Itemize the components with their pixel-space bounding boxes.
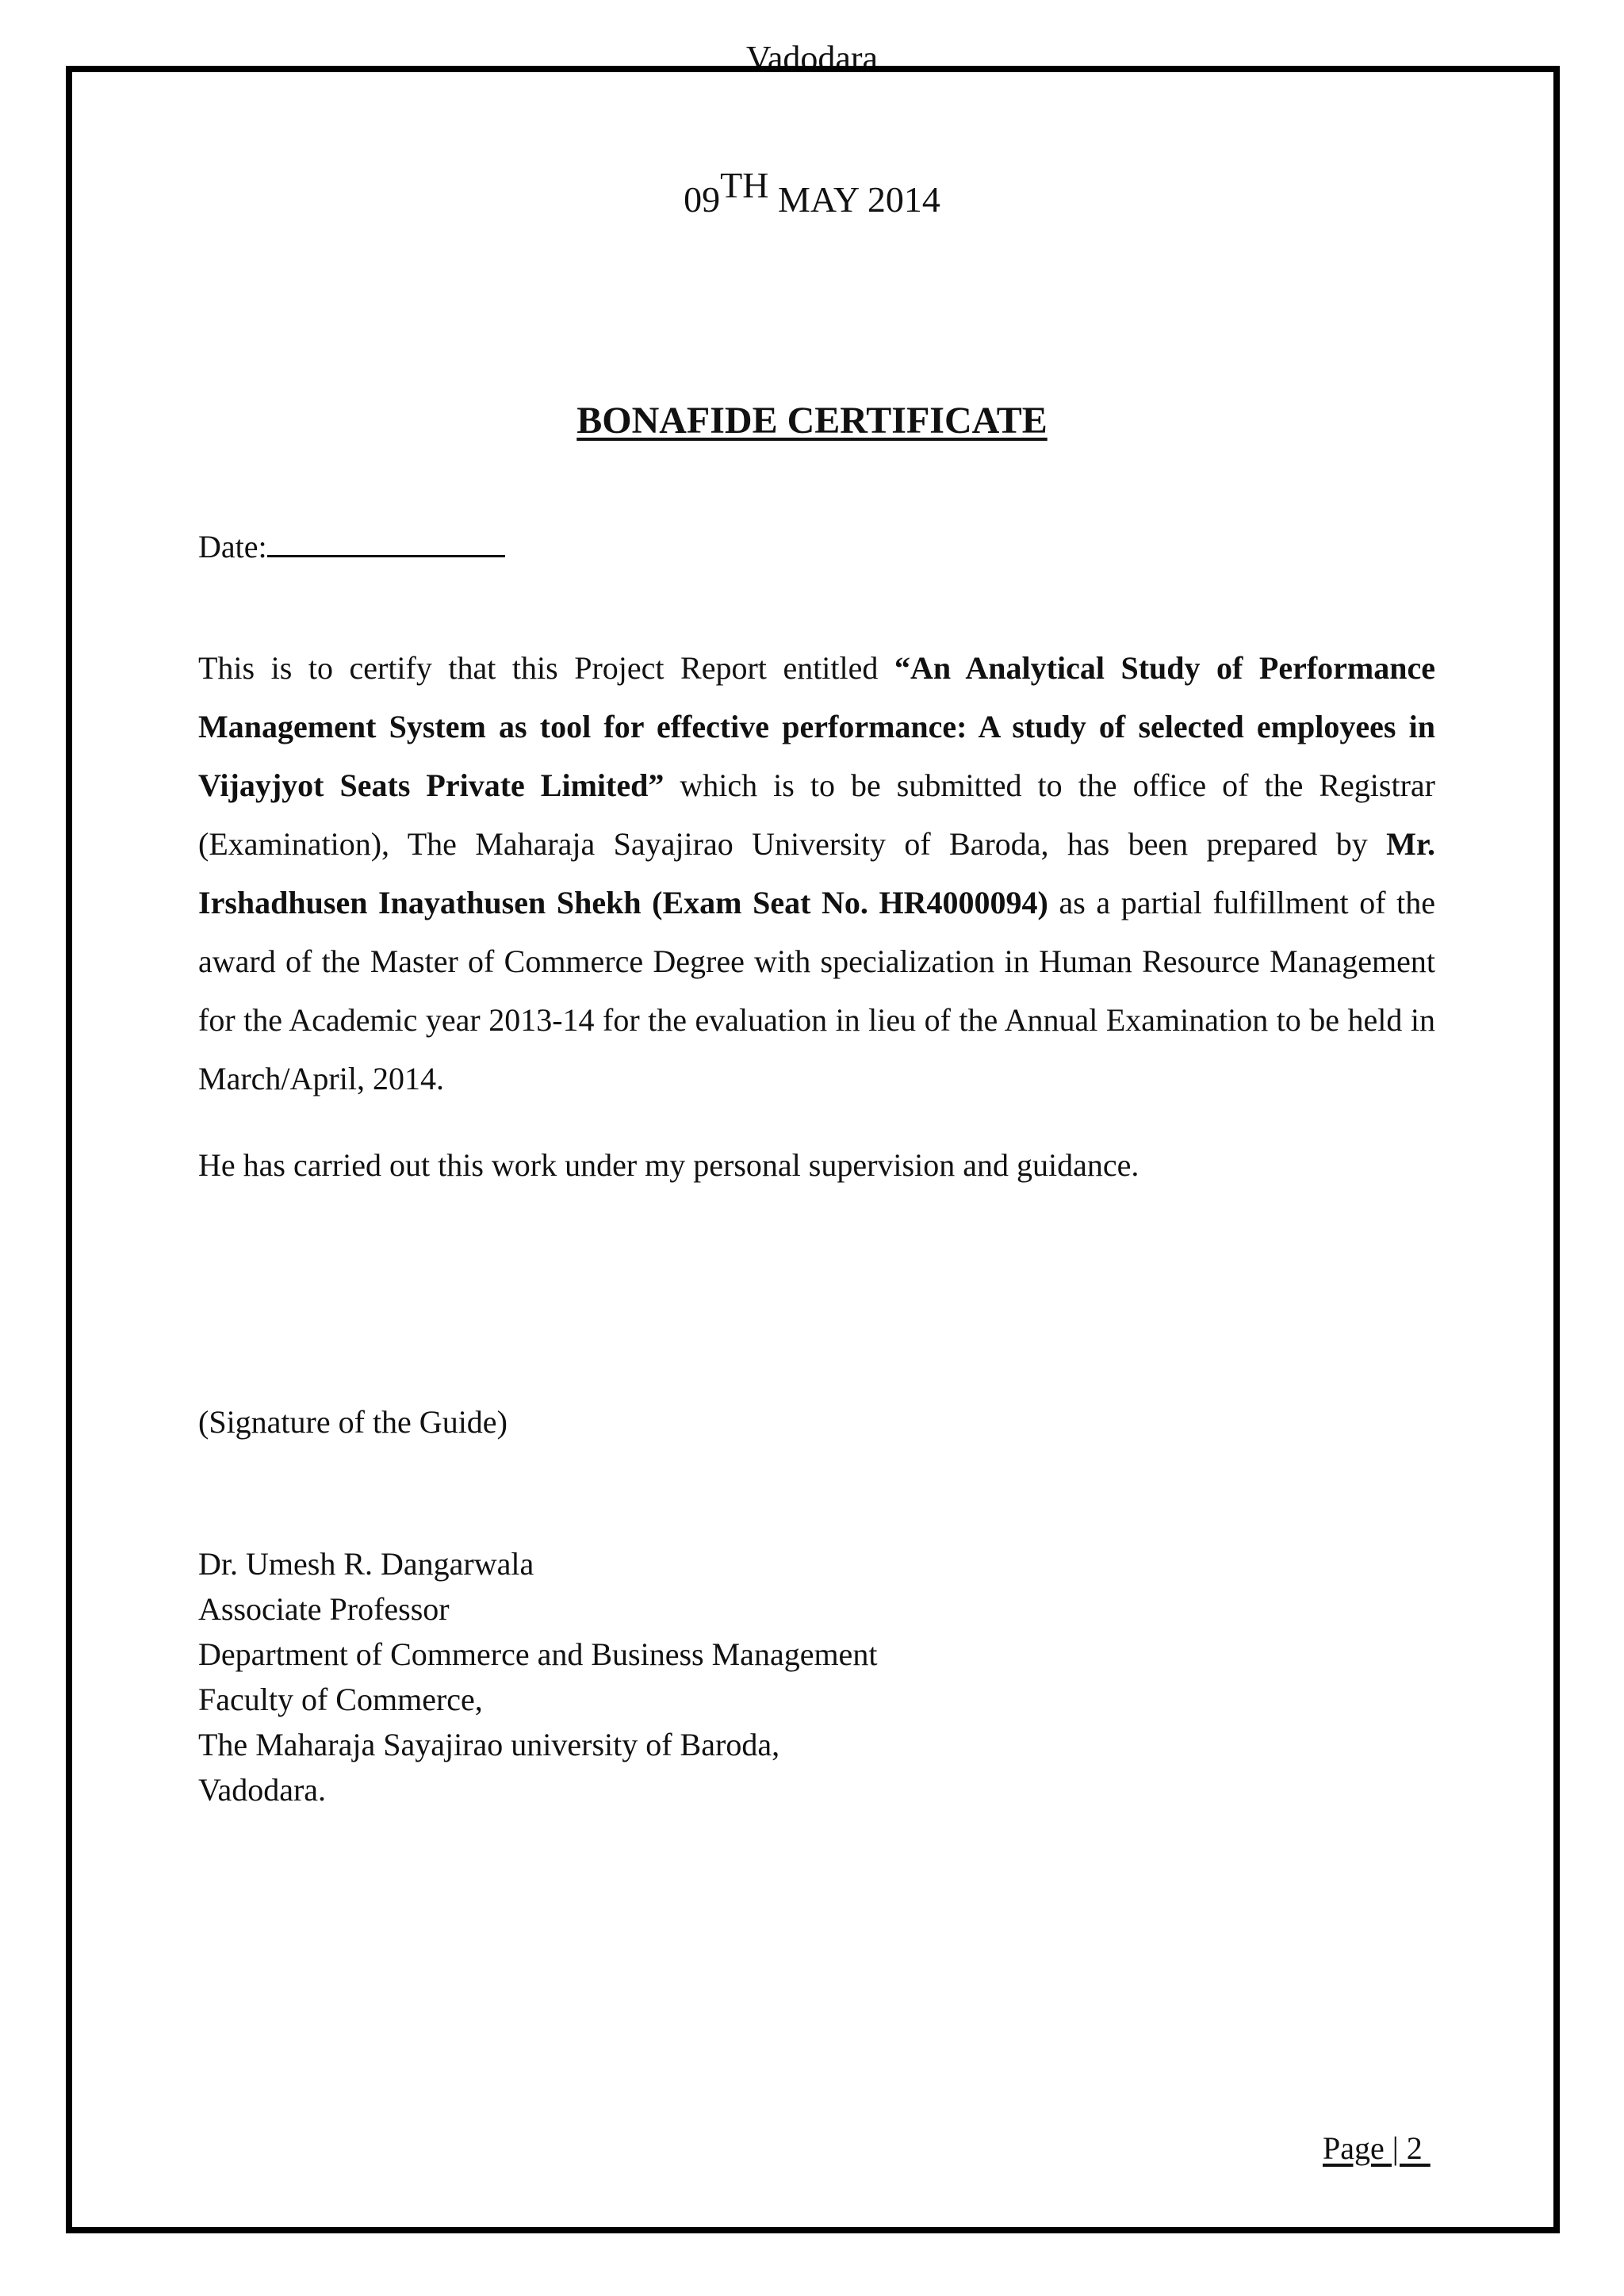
- signature-label: (Signature of the Guide): [198, 1404, 508, 1440]
- guide-university: The Maharaja Sayajirao university of Baroda,: [198, 1727, 780, 1762]
- date-day: 09: [684, 179, 721, 220]
- page-number: Page | 2: [1323, 2130, 1431, 2166]
- guide-name: Dr. Umesh R. Dangarwala: [198, 1546, 534, 1582]
- top-city-text: Vadodara: [745, 39, 879, 70]
- certificate-title: BONAFIDE CERTIFICATE: [576, 400, 1048, 442]
- guide-designation: Associate Professor: [198, 1591, 450, 1627]
- supervision-statement: He has carried out this work under my personal supervision and guidance.: [198, 1147, 1139, 1183]
- date-label: Date:: [198, 529, 267, 564]
- date-month-year: MAY 2014: [768, 179, 940, 220]
- guide-department: Department of Commerce and Business Management: [198, 1636, 878, 1672]
- guide-city: Vadodara.: [198, 1772, 327, 1808]
- date-field: [198, 523, 505, 571]
- date-blank-line: [267, 523, 505, 557]
- certificate-paragraph: [198, 639, 1435, 1108]
- project-title: “An Analytical Study of Performance Management System as tool for effective performance: A study of selected employees in Vijayjyot Seats Private Limited”: [198, 650, 1435, 803]
- date-heading: [0, 166, 1624, 233]
- paragraph-part-3: as a partial fulfillment of the award of the Master of Commerce Degree with specialization in Human Resource Management for the Academic year 2013-14 for the evaluation in lieu of the Annual Examination to be held in March/April, 2014.: [198, 885, 1435, 1096]
- paragraph-part-1: This is to certify that this Project Report entitled: [198, 650, 894, 686]
- guide-faculty: Faculty of Commerce,: [198, 1682, 483, 1717]
- date-suffix: TH: [720, 165, 769, 205]
- student-name: Mr. Irshadhusen Inayathusen Shekh (Exam Seat No. HR4000094): [198, 826, 1435, 920]
- paragraph-part-2: which is to be submitted to the office of the Registrar (Examination), The Maharaja Sayajirao University of Baroda, has been prepared by: [198, 767, 1435, 862]
- guide-details: [198, 1541, 877, 1812]
